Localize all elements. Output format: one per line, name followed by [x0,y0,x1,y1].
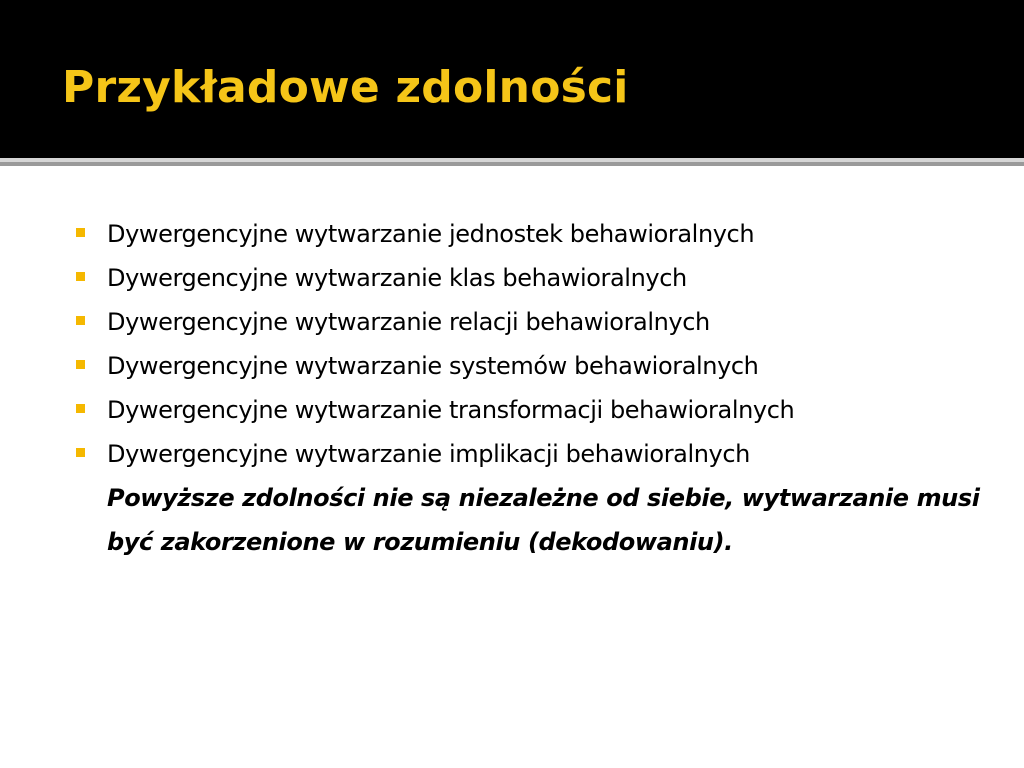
bullet-list [76,212,981,476]
bullet-item [76,344,981,388]
square-bullet-icon [76,316,85,325]
bullet-text: Dywergencyjne wytwarzanie jednostek behawioralnych [107,220,755,248]
square-bullet-icon [76,228,85,237]
square-bullet-icon [76,360,85,369]
bullet-text: Dywergencyjne wytwarzanie klas behawioralnych [107,264,687,292]
emphasis-note: Powyższe zdolności nie są niezależne od siebie, wytwarzanie musi być zakorzenione w rozumieniu (dekodowaniu). [107,484,980,556]
bullet-text: Dywergencyjne wytwarzanie systemów behawioralnych [107,352,759,380]
bullet-text: Dywergencyjne wytwarzanie relacji behawioralnych [107,308,710,336]
title-divider-dark [0,162,1024,166]
slide-body [76,212,981,564]
slide-title: Przykładowe zdolności [62,62,629,113]
bullet-item [76,432,981,476]
bullet-item [76,212,981,256]
square-bullet-icon [76,404,85,413]
bullet-item [76,256,981,300]
bullet-text: Dywergencyjne wytwarzanie transformacji behawioralnych [107,396,795,424]
bullet-text: Dywergencyjne wytwarzanie implikacji behawioralnych [107,440,750,468]
bullet-item [76,388,981,432]
square-bullet-icon [76,448,85,457]
square-bullet-icon [76,272,85,281]
bullet-item [76,300,981,344]
